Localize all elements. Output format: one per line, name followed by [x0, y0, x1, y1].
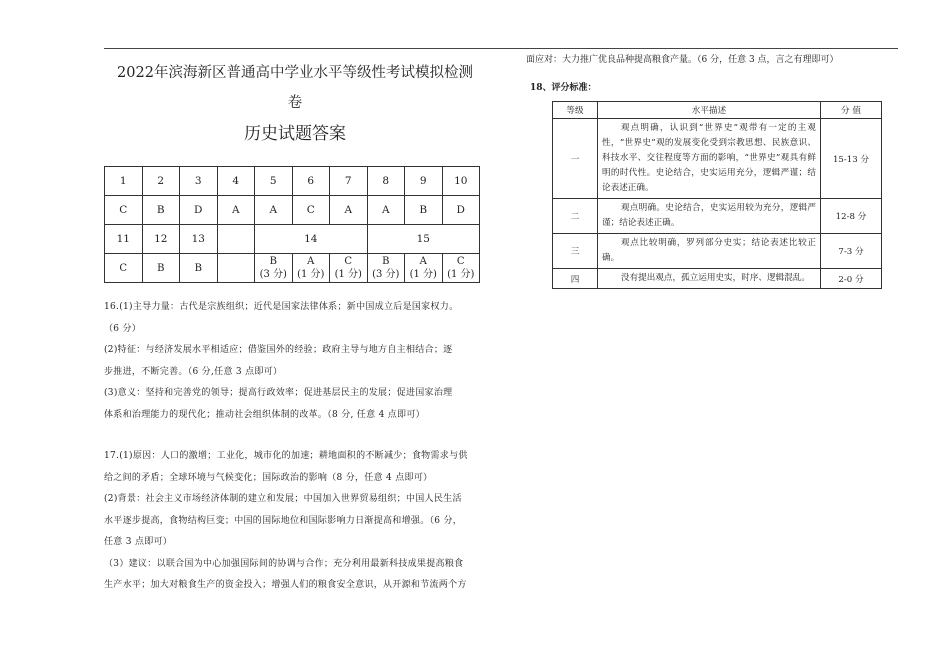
answer-line: 任意 3 点即可）: [104, 537, 173, 547]
answer-line: 生产水平；加大对粮食生产的资金投入；增强人们的粮食安全意识，从开源和节流两个方: [104, 580, 467, 590]
question-number: 6: [292, 167, 330, 196]
description-cell: 观点明确，认识到“世界史”观带有一定的主观性，“世界史”观的发展变化受到宗教思想、民族意识、科技水平、交往程度等方面的影响，“世界史”观具有鲜明的时代性。史论结合，史实运用充分，逻辑严谨；结论表述正确。: [598, 119, 821, 199]
answer-line: (2)特征：与经济发展水平相适应；借鉴国外的经验；政府主导与地方自主相结合；逐: [104, 345, 453, 355]
question-number: 11: [105, 225, 143, 254]
answer-cell: [217, 254, 255, 283]
table-row: [553, 119, 882, 199]
answer-line: (2)背景：社会主义市场经济体制的建立和发展；中国加入世界贸易组织；中国人民生活: [104, 494, 462, 504]
answer-line: 给之间的矛盾；全球环境与气候变化；国际政治的影响（8 分，任意 4 点即可）: [104, 472, 433, 483]
score-cell: 12-8 分: [821, 199, 882, 234]
question-number: 14: [255, 225, 368, 254]
description-cell: 观点明确。史论结合，史实运用较为充分，逻辑严谨；结论表述正确。: [598, 199, 821, 234]
question-number: 1: [105, 167, 143, 196]
table-row: [105, 254, 480, 283]
description-cell: 观点比较明确，罗列部分史实；结论表述比较正确。: [598, 234, 821, 269]
answer-line: 水平逐步提高，食物结构巨变；中国的国际地位和国际影响力日渐提高和增强。（6 分，: [104, 515, 463, 526]
answer-line: 17.(1)原因：人口的激增；工业化，城市化的加速；耕地面积的不断减少；食物需求与供: [104, 451, 468, 461]
score-cell: 2-0 分: [821, 269, 882, 289]
table-row: [105, 196, 480, 225]
column-header: 水平描述: [598, 102, 821, 119]
level-cell: 四: [553, 269, 598, 289]
column-header: 分 值: [821, 102, 882, 119]
score-cell: 7-3 分: [821, 234, 882, 269]
answer-line: 体系和治理能力的现代化；推动社会组织体制的改革。（8 分, 任意 4 点即可）: [104, 409, 425, 420]
answer-cell: A (1 分): [405, 254, 443, 283]
answer-table: [104, 166, 480, 283]
answer-line: （3）建议：以联合国为中心加强国际间的协调与合作；充分利用最新科技成果提高粮食: [104, 558, 464, 569]
answer-cell: D: [442, 196, 480, 225]
right-column: [526, 50, 900, 289]
question-number: 10: [442, 167, 480, 196]
answer-cell: C (1 分): [442, 254, 480, 283]
answer-cell: B: [405, 196, 443, 225]
answer-cell: B: [142, 254, 180, 283]
answer-line: 面应对：大力推广优良品种提高粮食产量。（6 分，任意 3 点，言之有理即可）: [526, 55, 839, 65]
question-18-heading: 18、评分标准：: [530, 83, 597, 93]
page-subtitle: 历史试题答案: [244, 124, 346, 144]
answer-cell: D: [180, 196, 218, 225]
question-number: 13: [180, 225, 218, 254]
level-cell: 一: [553, 119, 598, 199]
question-16-answer: [104, 297, 486, 426]
answer-cell: A: [330, 196, 368, 225]
question-number: 8: [367, 167, 405, 196]
answer-line: （6 分）: [104, 323, 142, 334]
question-number: 15: [367, 225, 480, 254]
question-number: 4: [217, 167, 255, 196]
question-number: [217, 225, 255, 254]
answer-cell: C: [105, 254, 143, 283]
answer-cell: A: [217, 196, 255, 225]
level-cell: 二: [553, 199, 598, 234]
table-row: [105, 167, 480, 196]
answer-cell: A (1 分): [292, 254, 330, 283]
header-rule: [104, 48, 898, 49]
answer-cell: B: [142, 196, 180, 225]
question-number: 2: [142, 167, 180, 196]
left-column: [104, 58, 486, 597]
score-cell: 15-13 分: [821, 119, 882, 199]
question-17-answer: [104, 446, 486, 597]
answer-cell: C (1 分): [330, 254, 368, 283]
answer-line: (3)意义：坚持和完善党的领导；提高行政效率；促进基层民主的发展；促进国家治理: [104, 388, 453, 398]
answer-cell: B: [180, 254, 218, 283]
question-number: 7: [330, 167, 368, 196]
scoring-table: [552, 101, 882, 289]
exam-title-line2: 卷: [287, 95, 303, 111]
table-header-row: [553, 102, 882, 119]
question-number: 5: [255, 167, 293, 196]
table-row: [553, 234, 882, 269]
level-cell: 三: [553, 234, 598, 269]
description-cell: 没有提出观点，孤立运用史实，时序、逻辑混乱。: [598, 269, 821, 289]
question-number: 12: [142, 225, 180, 254]
answer-line: 步推进，不断完善。（6 分,任意 3 点即可）: [104, 366, 283, 377]
question-number: 3: [180, 167, 218, 196]
table-row: [105, 225, 480, 254]
column-header: 等级: [553, 102, 598, 119]
answer-cell: A: [255, 196, 293, 225]
answer-cell: C: [292, 196, 330, 225]
answer-cell: A: [367, 196, 405, 225]
answer-cell: C: [105, 196, 143, 225]
answer-line: 16.(1)主导力量：古代是宗族组织；近代是国家法律体系；新中国成立后是国家权力。: [104, 302, 459, 312]
question-number: 9: [405, 167, 443, 196]
exam-title: 2022年滨海新区普通高中学业水平等级性考试模拟检测: [117, 65, 473, 81]
answer-cell: B (3 分): [255, 254, 293, 283]
answer-cell: B (3 分): [367, 254, 405, 283]
table-row: [553, 199, 882, 234]
table-row: [553, 269, 882, 289]
